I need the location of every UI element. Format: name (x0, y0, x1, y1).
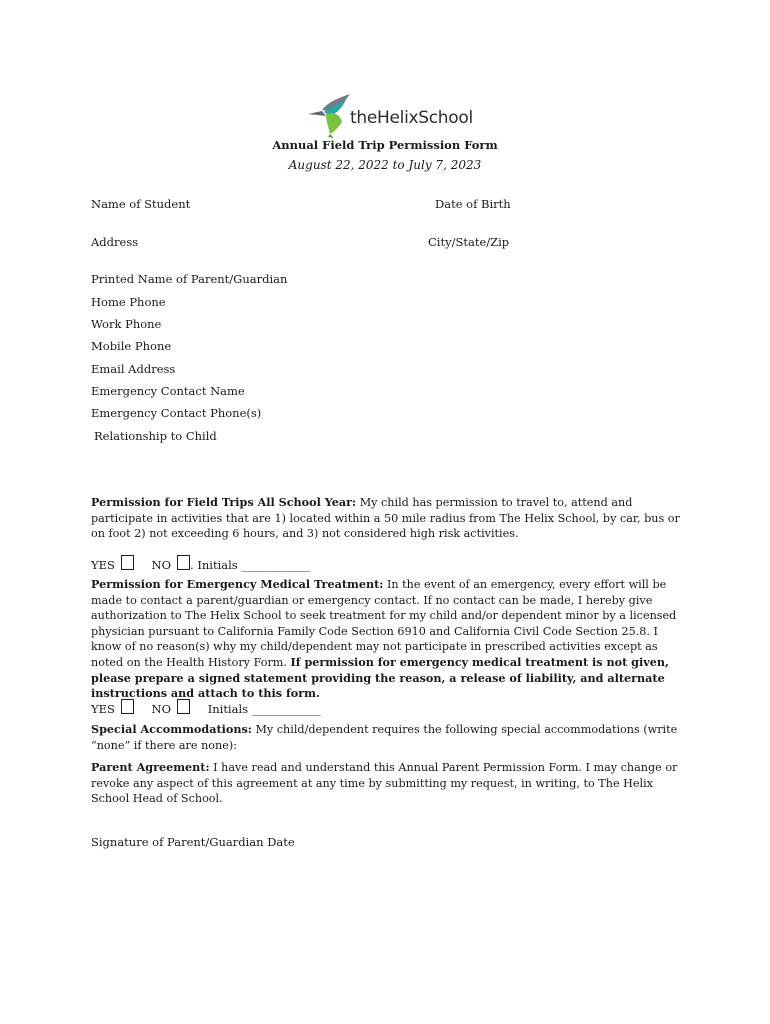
medical-initials[interactable]: Initials ____________ (207, 702, 321, 716)
agreement-heading: Parent Agreement: (91, 760, 210, 774)
medical-paragraph (91, 577, 691, 702)
date-of-birth-label: Date of Birth (435, 197, 511, 211)
field-trips-no-checkbox[interactable] (177, 555, 190, 570)
field-trips-choice-row (91, 555, 310, 574)
field-trips-paragraph (91, 495, 691, 542)
home-phone-label: Home Phone (91, 295, 166, 309)
logo-wordmark: theHelixSchool (350, 108, 473, 128)
mobile-phone-label: Mobile Phone (91, 339, 172, 353)
student-name-label: Name of Student (91, 197, 191, 211)
address-label: Address (91, 235, 139, 249)
hummingbird-icon (306, 94, 354, 138)
email-label: Email Address (91, 362, 176, 376)
form-title: Annual Field Trip Permission Form (272, 138, 498, 152)
medical-yes-label: YES (91, 702, 115, 716)
relationship-label: Relationship to Child (94, 429, 217, 443)
field-trips-yes-checkbox[interactable] (121, 555, 134, 570)
field-trips-initials[interactable]: . Initials ____________ (190, 558, 311, 572)
school-logo (306, 94, 476, 138)
medical-body: In the event of an emergency, every effort will be made to contact a parent/guardian or emergency contact. If no contact can be made, I hereby give authorization to The Helix School to seek treatment for my child and/or dependent minor by a licensed physician pursuant to California Family Code Section 6910 and California Civil Code Section 25.8. I know of no reason(s) why my child/dependent may not participate in prescribed activities except as noted on the Health History Form. (91, 578, 677, 669)
medical-no-label: NO (151, 702, 172, 716)
emergency-contact-name-label: Emergency Contact Name (91, 384, 245, 398)
field-trips-body: My child has permission to travel to, attend and participate in activities that are 1) located within a 50 mile radius from The Helix School, by car, bus or on foot 2) not exceeding 6 hours, and 3) not considered high risk activities. (91, 496, 680, 541)
parent-name-label: Printed Name of Parent/Guardian (91, 272, 288, 286)
form-date-range: August 22, 2022 to July 7, 2023 (288, 158, 482, 172)
accommodations-body: My child/dependent requires the following special accommodations (write “none” if there are none): (91, 723, 678, 752)
emergency-contact-phone-label: Emergency Contact Phone(s) (91, 406, 262, 420)
medical-no-checkbox[interactable] (177, 699, 190, 714)
agreement-body: I have read and understand this Annual Parent Permission Form. I may change or revoke any aspect of this agreement at any time by submitting my request, in writing, to The Helix School Head of School. (91, 761, 678, 806)
accommodations-paragraph (91, 722, 691, 753)
medical-choice-row (91, 699, 321, 718)
medical-bold-note: If permission for emergency medical treatment is not given, please prepare a signed statement providing the reason, a release of liability, and alternate instructions and attach to this form. (91, 654, 669, 701)
medical-heading: Permission for Emergency Medical Treatment: (91, 577, 384, 591)
signature-label: Signature of Parent/Guardian Date (91, 835, 295, 849)
field-trips-heading: Permission for Field Trips All School Year: (91, 495, 357, 509)
field-trips-yes-label: YES (91, 558, 115, 572)
agreement-paragraph (91, 760, 691, 807)
city-state-zip-label: City/State/Zip (428, 235, 510, 249)
accommodations-heading: Special Accommodations: (91, 722, 252, 736)
field-trips-no-label: NO (151, 558, 172, 572)
work-phone-label: Work Phone (91, 317, 162, 331)
medical-yes-checkbox[interactable] (121, 699, 134, 714)
